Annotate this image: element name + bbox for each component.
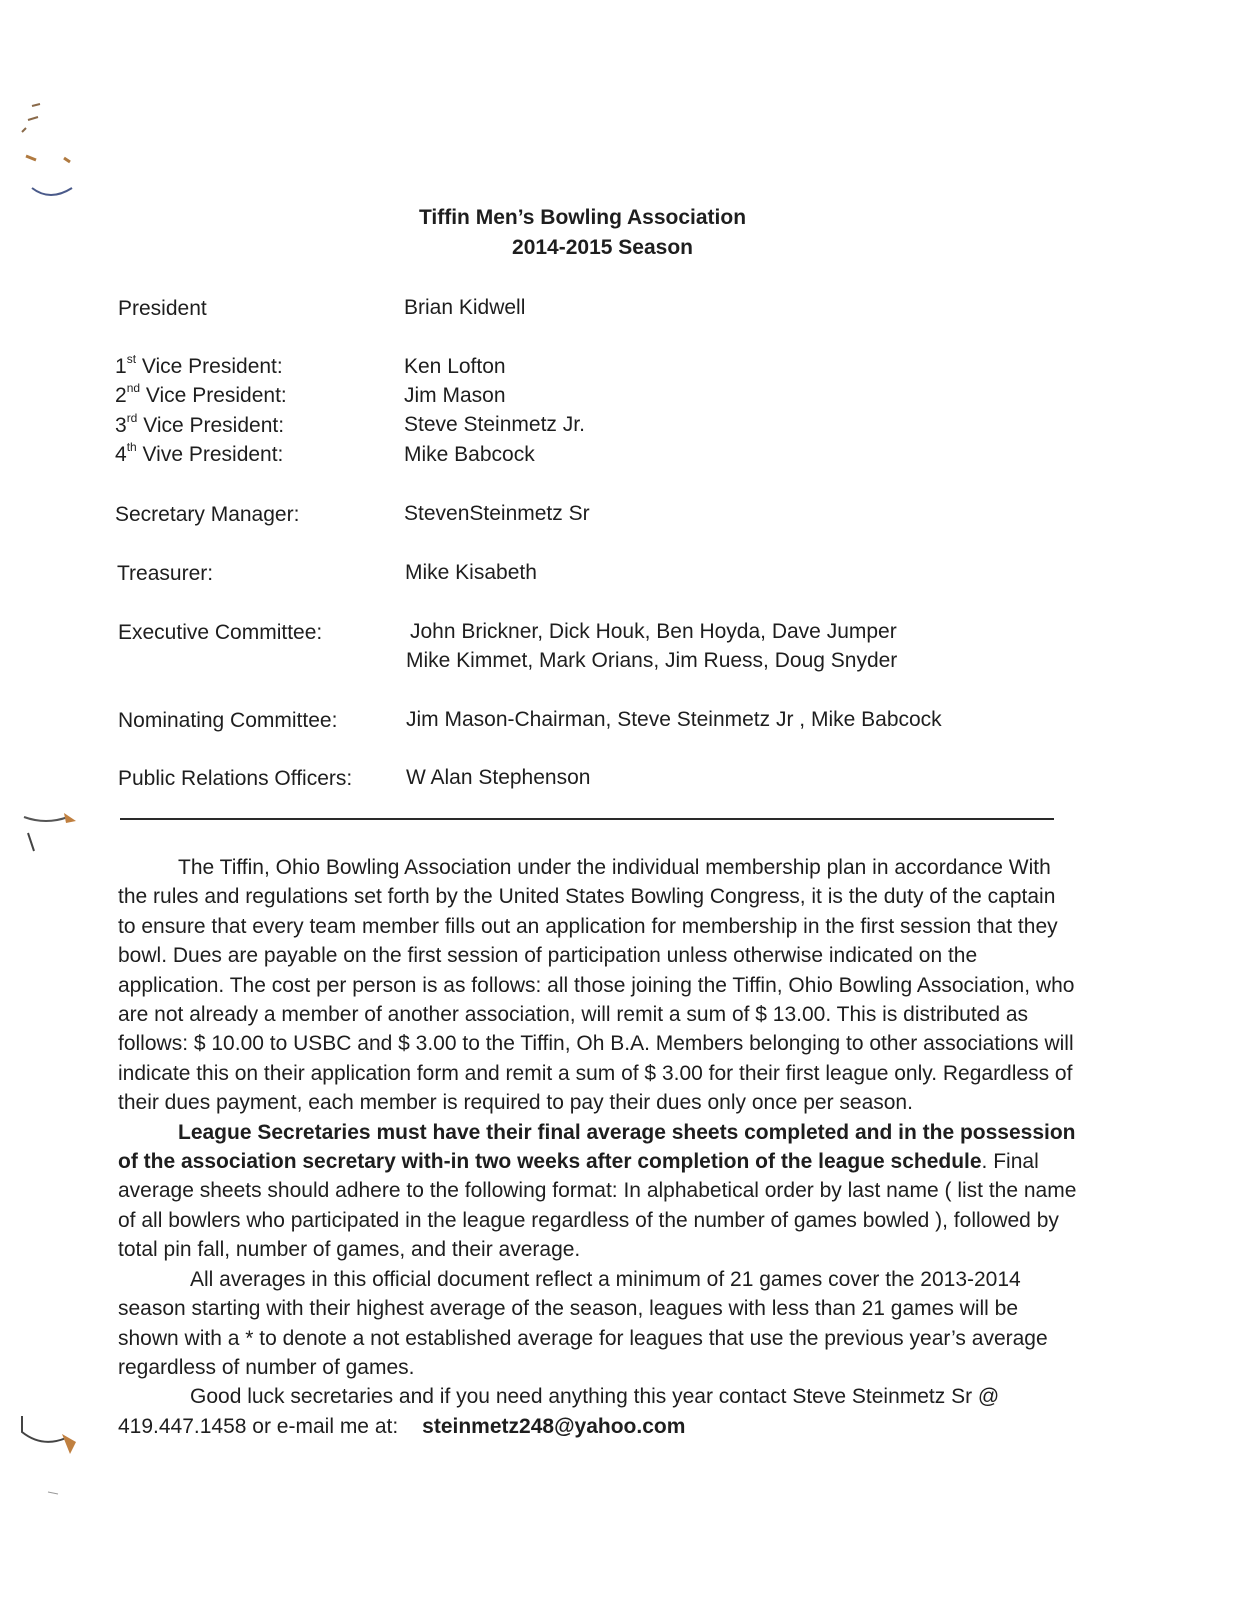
scan-mark-middle (18, 805, 82, 865)
vp3-name: Steve Steinmetz Jr. (404, 413, 585, 436)
scan-mark-bottom (18, 1410, 82, 1500)
vp2-label: 2nd Vice President: (115, 381, 287, 407)
averages-paragraph: All averages in this official document reflect a minimum of 21 games cover the 2013-2014 season starting with their highest average of the season, leagues with less than 21 games will be shown with a * to denote a not established average for leagues that use the previous year’s average regardless of number of games. (118, 1267, 1048, 1379)
treasurer-name: Mike Kisabeth (405, 561, 537, 584)
divider-line (120, 818, 1054, 820)
association-title: Tiffin Men’s Bowling Association (418, 206, 747, 229)
vp2-name: Jim Mason (404, 384, 506, 407)
treasurer-label: Treasurer: (117, 562, 214, 585)
executive-line-2: Mike Kimmet, Mark Orians, Jim Ruess, Doug Snyder (406, 649, 898, 672)
membership-paragraph: The Tiffin, Ohio Bowling Association under the individual membership plan in accordance With the rules and regulations set forth by the United States Bowling Congress, it is the duty of the captain to ensure that every team member fills out an application for membership in the first session that they bowl. Dues are payable on the first session of participation unless otherwise indicated on the application. The cost per person is as follows: all those joining the Tiffin, Ohio Bowling Association, who are not already a member of another association, will remit a sum of $ 13.00. This is distributed as follows: $ 10.00 to USBC and $ 3.00 to the Tiffin, Oh B.A. Members belonging to other associations will indicate this on their application form and remit a sum of $ 3.00 for their first league only. Regardless of their dues payment, each member is required to pay their dues only once per season. (118, 856, 1075, 1115)
secretaries-paragraph: League Secretaries must have their final average sheets completed and in the possession of the association secretary with-in two weeks after completion of the league schedule. Final average sheets should adhere to the following format: In alphabetical order by last name ( list the name of all bowlers who participated in the league regardless of the number of games bowled ), followed by total pin fall, number of games, and their average. (118, 1120, 1077, 1262)
nominating-label: Nominating Committee: (118, 709, 338, 732)
secretary-name: StevenSteinmetz Sr (404, 502, 590, 525)
body-text (118, 853, 1078, 1441)
vp1-name: Ken Lofton (404, 355, 506, 378)
nominating-names: Jim Mason-Chairman, Steve Steinmetz Jr , Mike Babcock (406, 708, 942, 731)
secretary-label: Secretary Manager: (115, 503, 300, 526)
pr-label: Public Relations Officers: (118, 767, 353, 790)
vp3-label: 3rd Vice President: (115, 411, 285, 437)
vp4-name: Mike Babcock (404, 443, 535, 466)
executive-label: Executive Committee: (118, 621, 323, 644)
pr-name: W Alan Stephenson (406, 766, 591, 789)
contact-email: steinmetz248@yahoo.com (422, 1414, 686, 1438)
contact-paragraph: Good luck secretaries and if you need anything this year contact Steve Steinmetz Sr @ 419.447.1458 or e-mail me at: steinmetz248@yahoo.com (118, 1385, 1000, 1438)
season-title: 2014-2015 Season (512, 236, 693, 259)
vp1-label: 1st Vice President: (115, 352, 283, 378)
executive-line-1: John Brickner, Dick Houk, Ben Hoyda, Dave Jumper (410, 620, 897, 643)
vp4-label: 4th Vive President: (115, 440, 284, 466)
president-name: Brian Kidwell (404, 296, 526, 319)
scan-mark-top (18, 98, 78, 208)
president-label: President (118, 297, 207, 320)
